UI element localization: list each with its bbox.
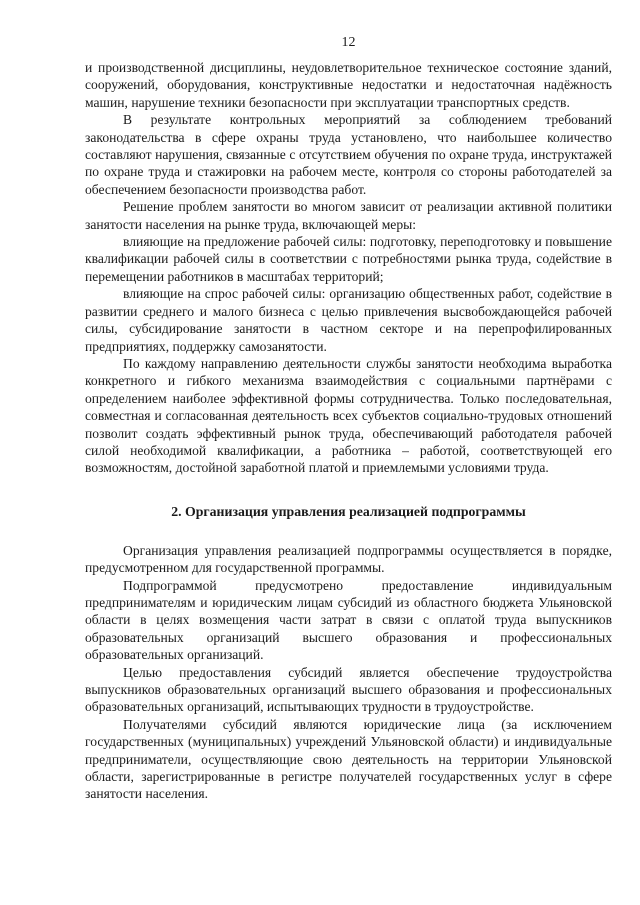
- paragraph: и производственной дисциплины, неудовлетворительное техническое состояние зданий, сооружений, оборудования, конструктивные недостатки и недостаточная надёжность машин, нарушение техники безопасности при эксплуатации транспортных средств.: [85, 60, 612, 110]
- section-heading: 2. Организация управления реализацией подпрограммы: [171, 503, 526, 519]
- paragraph: Подпрограммой предусмотрено предоставление индивидуальным предпринимателям и юридическим лицам субсидий из областного бюджета Ульяновской области в целях возмещения части затрат в связи с оплатой труда выпускников образовательных организаций высшего образования и профессиональных образовательных организаций.: [85, 577, 612, 663]
- body-text-top: [85, 59, 612, 477]
- paragraph: В результате контрольных мероприятий за соблюдением требований законодательства в сфере охраны труда установлено, что наибольшее количество составляют нарушения, связанные с отсутствием обучения по охране труда, инструктажей по охране труда и стажировки на рабочем месте, контроля со стороны работодателей за обеспечением безопасности производства работ.: [85, 112, 612, 197]
- paragraph: Целью предоставления субсидий является обеспечение трудоустройства выпускников образовательных организаций высшего образования и профессиональных образовательных организаций, испытывающих трудности в трудоустройстве.: [85, 664, 612, 715]
- paragraph: Получателями субсидий являются юридические лица (за исключением государственных (муниципальных) учреждений Ульяновской области) и индивидуальные предприниматели, осуществляющие свою деятельность на территории Ульяновской области, зарегистрированные в регистре получателей государственных услуг в сфере занятости населения.: [85, 716, 612, 802]
- paragraph: Организация управления реализацией подпрограммы осуществляется в порядке, предусмотренном для государственной программы.: [85, 542, 612, 576]
- paragraph: По каждому направлению деятельности службы занятости необходима выработка конкретного и гибкого механизма взаимодействия с социальными партнёрами с определением наиболее эффективной формы сотрудничества. Только последовательная, совместная и согласованная деятельность всех субъектов социально-трудовых отношений позволит создать эффективный рынок труда, обеспечивающий работодателя рабочей силой необходимой квалификации, а работника – работой, соответствующей его возможностям, достойной заработной платой и приемлемыми условиями труда.: [85, 355, 612, 476]
- paragraph: влияющие на спрос рабочей силы: организацию общественных работ, содействие в развитии среднего и малого бизнеса с целью привлечения высвобождающейся рабочей силы, субсидирование занятости в частном секторе и на перепрофилированных предприятиях, поддержку самозанятости.: [85, 286, 612, 354]
- paragraph: Решение проблем занятости во многом зависит от реализации активной политики занятости населения на рынке труда, включающей меры:: [85, 199, 612, 232]
- body-text-bottom: [85, 542, 612, 803]
- page-number: 12: [341, 35, 356, 50]
- paragraph: влияющие на предложение рабочей силы: подготовку, переподготовку и повышение квалификации рабочей силы в соответствии с потребностями рынка труда, содействие в перемещении работников в масштабах территорий;: [85, 234, 612, 284]
